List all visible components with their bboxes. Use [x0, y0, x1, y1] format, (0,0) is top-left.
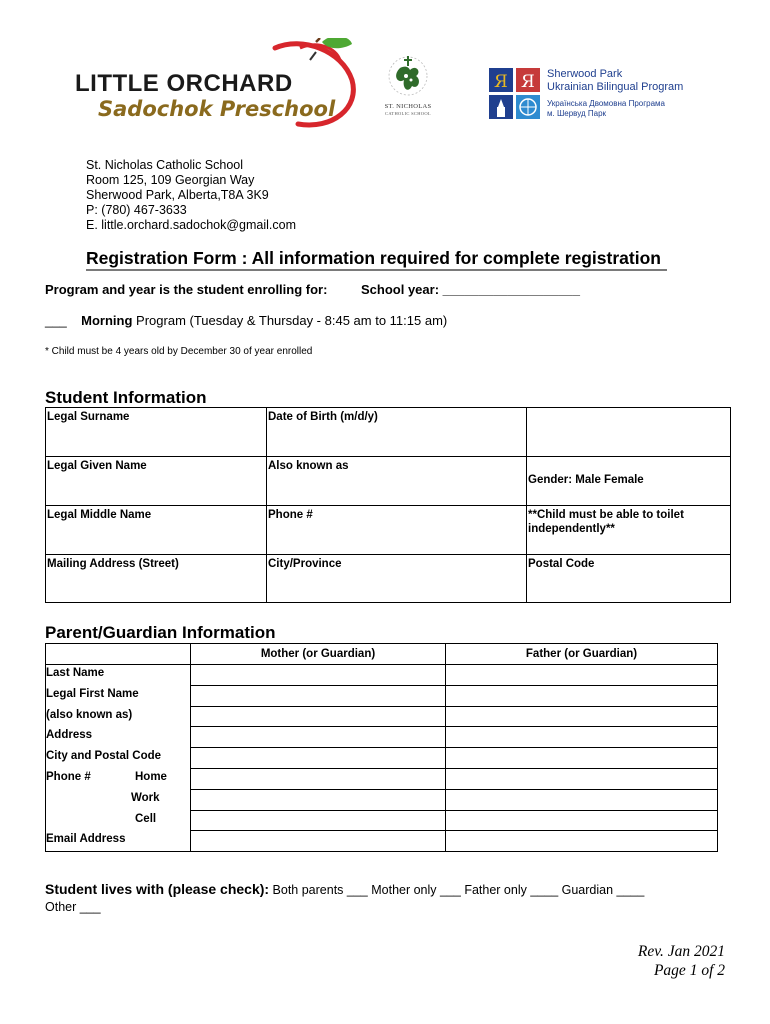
mother-value-cell[interactable] — [190, 664, 446, 686]
phone-type-label: Work — [131, 791, 160, 804]
mother-value-cell[interactable] — [190, 706, 446, 728]
morning-program-option[interactable] — [45, 313, 447, 328]
morning-label: Morning — [81, 313, 133, 328]
legal-surname-cell[interactable] — [45, 407, 267, 457]
city-province-label: City/Province — [268, 558, 342, 570]
parent-info-heading: Parent/Guardian Information — [45, 623, 276, 642]
legal-given-name-cell[interactable] — [45, 456, 267, 506]
mother-header-label: Mother (or Guardian) — [260, 648, 376, 660]
also-known-as-cell[interactable] — [266, 456, 527, 506]
father-header — [445, 643, 718, 665]
page-number: Page 1 of 2 — [653, 962, 725, 979]
st-nicholas-logo — [378, 50, 438, 122]
parent-row-label — [45, 664, 191, 685]
legal-surname-label: Legal Surname — [47, 411, 130, 423]
row-label-text: Address — [46, 729, 93, 742]
mother-value-cell[interactable] — [190, 789, 446, 811]
mother-header — [190, 643, 446, 665]
parent-row-label — [45, 768, 191, 789]
mother-value-cell[interactable] — [190, 685, 446, 707]
phone-type-label: Cell — [135, 812, 157, 825]
parent-row-label — [45, 789, 191, 810]
school-year-field[interactable]: School year: ___________________ — [361, 282, 581, 297]
svg-text:Я: Я — [494, 72, 508, 92]
ukr-line-1: Sherwood Park — [547, 68, 623, 80]
crest-icon — [378, 50, 438, 102]
mailing-address-label: Mailing Address (Street) — [47, 558, 179, 570]
gender-label: Gender: Male Female — [528, 474, 644, 486]
toilet-note: **Child must be able to toilet independently** — [528, 509, 684, 535]
mother-value-cell[interactable] — [190, 726, 446, 748]
logo-line-1: LITTLE ORCHARD — [75, 70, 293, 97]
father-header-label: Father (or Guardian) — [525, 648, 638, 660]
lives-with-line — [45, 881, 644, 897]
father-value-cell[interactable] — [445, 830, 718, 852]
father-value-cell[interactable] — [445, 685, 718, 707]
father-value-cell[interactable] — [445, 810, 718, 832]
postal-code-label: Postal Code — [528, 558, 595, 570]
phone-type-label: Home — [135, 771, 167, 783]
nicholas-caption: ST. NICHOLAS — [384, 103, 432, 110]
row-label-text: Last Name — [46, 667, 105, 679]
address-email: E. little.orchard.sadochok@gmail.com — [86, 218, 296, 232]
father-value-cell[interactable] — [445, 768, 718, 790]
header-blank-cell — [45, 643, 191, 665]
little-orchard-logo — [70, 38, 360, 128]
mother-value-cell[interactable] — [190, 768, 446, 790]
address-line-2: Room 125, 109 Georgian Way — [86, 173, 255, 187]
parent-row-label — [45, 706, 191, 727]
row-label-text: Phone # — [46, 771, 91, 783]
row-label-text: City and Postal Code — [46, 750, 162, 763]
program-question: Program and year is the student enrolling for: — [45, 282, 328, 297]
father-value-cell[interactable] — [445, 747, 718, 769]
city-province-cell[interactable] — [266, 554, 527, 603]
student-info-heading: Student Information — [45, 388, 207, 407]
student-info-table — [45, 407, 731, 603]
mother-value-cell[interactable] — [190, 810, 446, 832]
parent-row-label — [45, 726, 191, 747]
ukrainian-program-logo — [489, 66, 719, 120]
also-known-as-label: Also known as — [268, 460, 349, 472]
row-label-text: Email Address — [46, 833, 126, 846]
row-label-text: Legal First Name — [46, 687, 139, 700]
row-label-text: (also known as) — [46, 708, 133, 721]
dob-label: Date of Birth (m/d/y) — [268, 411, 378, 423]
mailing-address-cell[interactable] — [45, 554, 267, 603]
father-value-cell[interactable] — [445, 706, 718, 728]
revision-footer — [638, 942, 725, 980]
postal-code-cell[interactable] — [526, 554, 731, 603]
address-phone: P: (780) 467-3633 — [86, 203, 187, 217]
mother-value-cell[interactable] — [190, 747, 446, 769]
age-note: * Child must be 4 years old by December 30 of year enrolled — [45, 346, 313, 357]
revision-date: Rev. Jan 2021 — [637, 943, 725, 960]
dob-cell[interactable] — [266, 407, 527, 457]
toilet-note-cell — [526, 505, 731, 555]
father-value-cell[interactable] — [445, 726, 718, 748]
father-value-cell[interactable] — [445, 664, 718, 686]
address-line-1: St. Nicholas Catholic School — [86, 158, 244, 172]
parent-info-table — [45, 643, 718, 852]
legal-middle-name-label: Legal Middle Name — [47, 509, 152, 521]
ukr-line-4: м. Шервуд Парк — [547, 109, 607, 118]
lives-with-other[interactable]: Other ___ — [45, 900, 101, 914]
nicholas-subcaption: CATHOLIC SCHOOL — [385, 111, 431, 116]
lives-with-options[interactable]: Both parents ___ Mother only ___ Father only ____ Guardian ____ — [272, 883, 645, 897]
title-underline — [86, 269, 667, 271]
legal-given-name-label: Legal Given Name — [47, 460, 147, 472]
morning-detail: Program (Tuesday & Thursday - 8:45 am to 11:15 am) — [136, 313, 448, 328]
phone-cell[interactable] — [266, 505, 527, 555]
ukr-line-3: Українська Двомовна Програма — [547, 99, 666, 108]
father-value-cell[interactable] — [445, 789, 718, 811]
blank-cell[interactable] — [526, 407, 731, 457]
morning-blank[interactable]: ___ — [45, 313, 67, 328]
parent-row-label — [45, 830, 191, 851]
school-address — [86, 158, 296, 233]
form-title: Registration Form : All information required for complete registration — [86, 248, 661, 268]
legal-middle-name-cell[interactable] — [45, 505, 267, 555]
ukr-line-2: Ukrainian Bilingual Program — [547, 81, 684, 93]
phone-label: Phone # — [268, 509, 313, 521]
address-line-3: Sherwood Park, Alberta,T8A 3K9 — [86, 188, 269, 202]
parent-row-label — [45, 685, 191, 706]
parent-row-label — [45, 747, 191, 768]
logo-line-2: Sadochok Preschool — [98, 97, 336, 121]
lives-with-heading: Student lives with (please check): — [45, 881, 270, 897]
svg-text:Я: Я — [521, 72, 535, 92]
program-tiles-icon — [489, 66, 543, 120]
mother-value-cell[interactable] — [190, 830, 446, 852]
parent-row-label — [45, 810, 191, 831]
gender-cell[interactable] — [526, 456, 731, 506]
